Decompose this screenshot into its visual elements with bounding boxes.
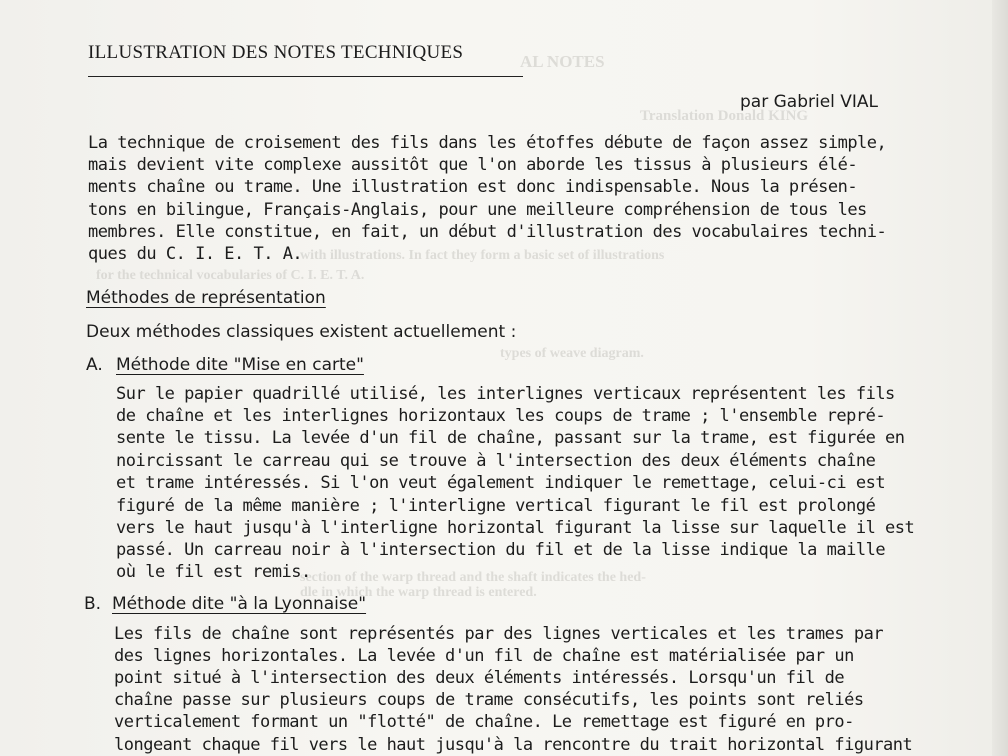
method-a-line: passé. Un carreau noir à l'intersection du fil et de la lisse indique la maille: [116, 540, 886, 560]
method-a-line: vers le haut jusqu'à l'interligne horizontal figurant la lisse sur laquelle il est: [116, 518, 915, 538]
method-b-line: longeant chaque fil vers le haut jusqu'à la rencontre du trait horizontal figurant: [114, 735, 913, 755]
method-b-line: chaîne passe sur plusieurs coups de trame consécutifs, les points sont reliés: [114, 690, 864, 710]
section-heading: Méthodes de représentation: [86, 288, 326, 308]
method-a-line: figuré de la même manière ; l'interligne vertical figurant le fil est prolongé: [116, 496, 876, 516]
show-through-text: dle in which the warp thread is entered.: [300, 585, 537, 600]
method-a-line: où le fil est remis.: [116, 562, 311, 582]
intro-line: ques du C. I. E. T. A.: [88, 244, 303, 264]
title-underline: [88, 76, 523, 77]
method-b-marker: B.: [84, 594, 102, 614]
method-b-line: Les fils de chaîne sont représentés par des lignes verticales et les trames par: [114, 624, 884, 644]
document-title: ILLUSTRATION DES NOTES TECHNIQUES: [88, 42, 464, 63]
method-a-line: Sur le papier quadrillé utilisé, les interlignes verticaux représentent les fils: [116, 384, 895, 404]
method-b-line: des lignes horizontales. La levée d'un fil de chaîne est matérialisée par un: [114, 646, 854, 666]
section-intro: Deux méthodes classiques existent actuellement :: [86, 322, 517, 342]
method-a-line: de chaîne et les interlignes horizontaux les coups de trame ; l'ensemble repré-: [116, 406, 886, 426]
method-a-heading: Méthode dite "Mise en carte": [116, 355, 364, 375]
show-through-text: for the technical vocabularies of C. I. E. T. A.: [96, 268, 365, 283]
method-b-heading: Méthode dite "à la Lyonnaise": [112, 594, 367, 614]
intro-line: tons en bilingue, Français-Anglais, pour une meilleure compréhension de tous les: [88, 200, 867, 220]
page-edge: [992, 0, 1008, 756]
show-through-text: AL NOTES: [520, 52, 605, 71]
method-a-line: noircissant le carreau qui se trouve à l'intersection des deux éléments chaîne: [116, 451, 876, 471]
show-through-text: types of weave diagram.: [500, 346, 644, 361]
show-through-text: section of the warp thread and the shaft indicates the hed-: [300, 570, 646, 585]
intro-line: mais devient vite complexe aussitôt que l'on aborde les tissus à plusieurs élé-: [88, 155, 858, 175]
method-b-line: point situé à l'intersection des deux éléments intéressés. Lorsqu'un fil de: [114, 668, 845, 688]
intro-line: ments chaîne ou trame. Une illustration est donc indispensable. Nous la présen-: [88, 177, 858, 197]
method-a-line: et trame intéressés. Si l'on veut également indiquer le remettage, celui-ci est: [116, 473, 886, 493]
show-through-text: Translation Donald KING: [640, 108, 809, 124]
author-line: par Gabriel VIAL: [740, 92, 879, 112]
method-a-line: sente le tissu. La levée d'un fil de chaîne, passant sur la trame, est figurée en: [116, 428, 905, 448]
intro-line: membres. Elle constitue, en fait, un début d'illustration des vocabulaires techni-: [88, 222, 887, 242]
show-through-text: with illustrations. In fact they form a basic set of illustrations: [300, 248, 665, 263]
intro-line: La technique de croisement des fils dans les étoffes débute de façon assez simple,: [88, 133, 887, 153]
method-a-marker: A.: [86, 355, 103, 375]
method-b-line: verticalement formant un "flotté" de chaîne. Le remettage est figuré en pro-: [114, 712, 854, 732]
